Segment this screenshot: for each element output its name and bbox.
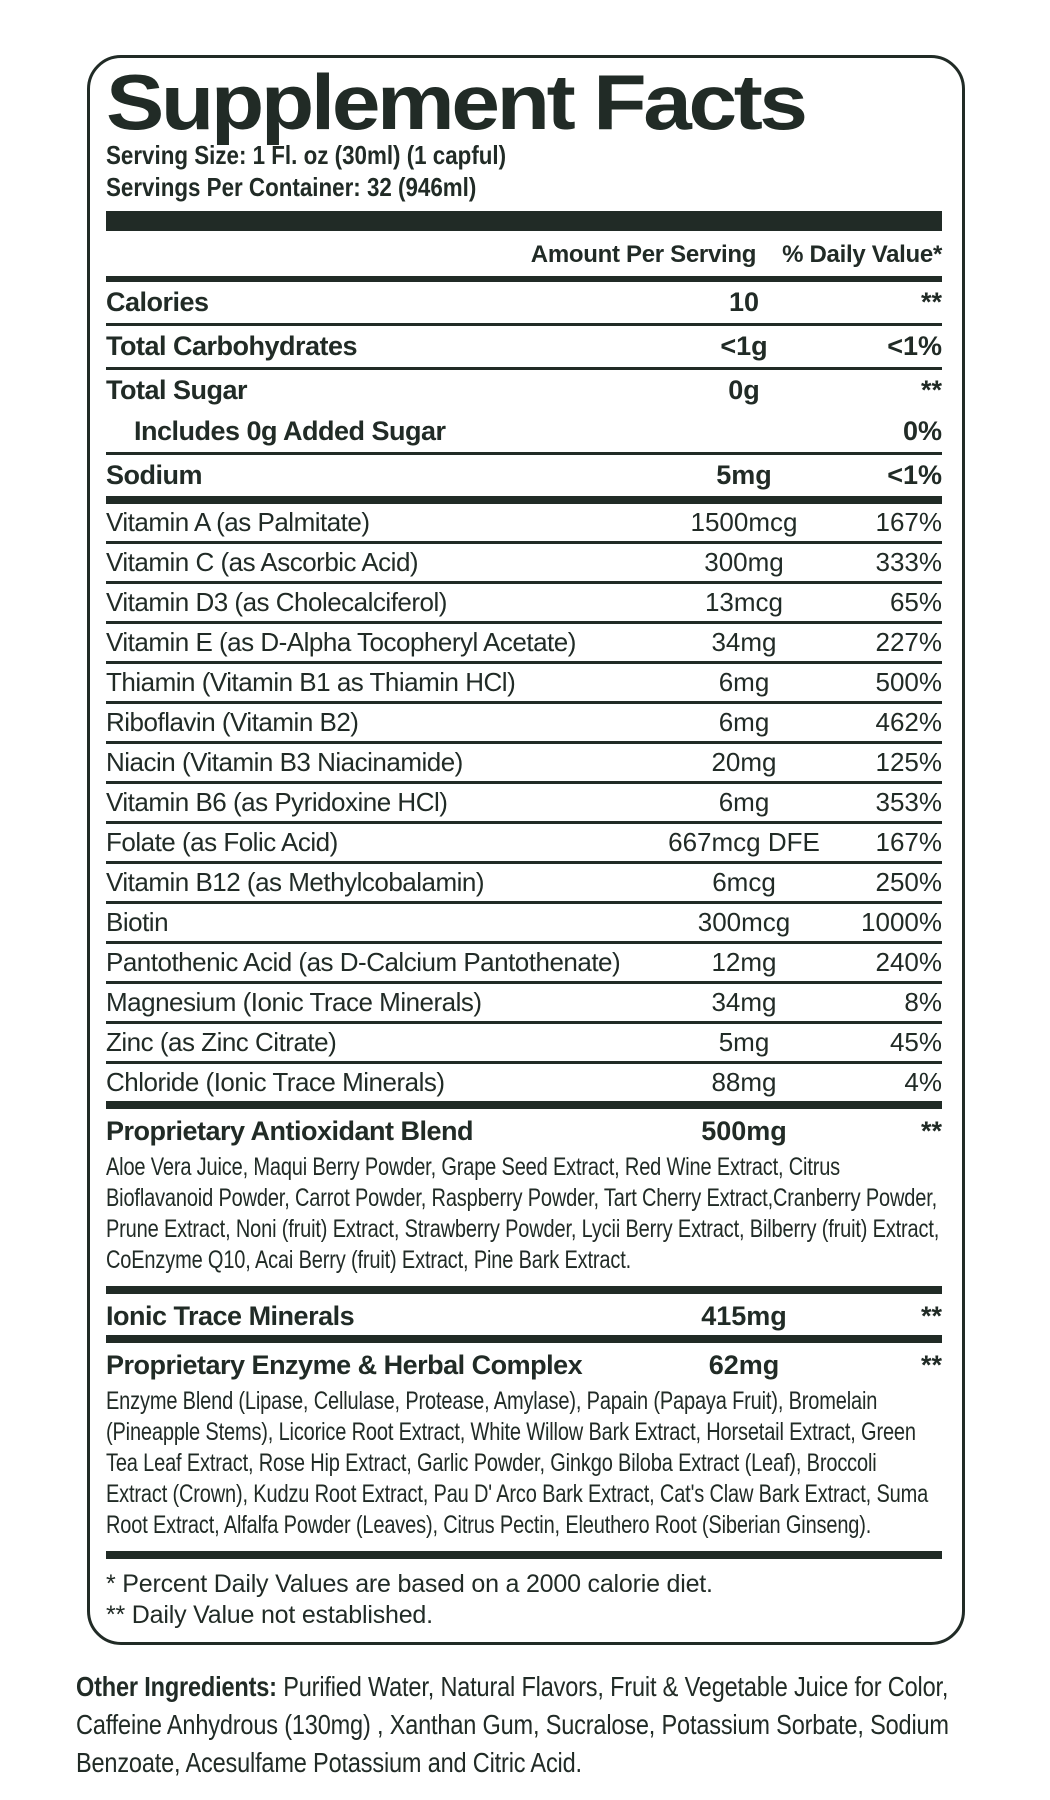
nutrient-row	[106, 744, 942, 781]
blend-name: Proprietary Antioxidant Blend	[106, 1115, 474, 1146]
nutrient-name: Vitamin A (as Palmitate)	[106, 506, 370, 537]
nutrient-dv: 0%	[902, 415, 942, 446]
blend-ingredients: Aloe Vera Juice, Maqui Berry Powder, Grape Seed Extract, Red Wine Extract, Citrus Bioflavanoid Powder, Carrot Powder, Raspberry Powder, Tart Cherry Extract,Cranberry Powder, Prune Extract, Noni (fruit) Extract, Strawberry Powder, Lycii Berry Extract, Bilberry (fruit) Extract, CoEnzyme Q10, Acai Berry (fruit) Extract, Pine Bark Extract.	[106, 1152, 940, 1274]
nutrient-row	[106, 370, 942, 411]
nutrient-amount: 5mg	[718, 1026, 770, 1057]
nutrient-amount: 6mcg	[712, 866, 776, 897]
nutrient-amount: 20mg	[711, 746, 777, 777]
blend-row	[106, 1109, 942, 1150]
nutrient-amount: 1500mcg	[690, 506, 798, 537]
serving-size: Serving Size: 1 Fl. oz (30ml) (1 capful)	[106, 139, 507, 170]
nutrient-dv: 8%	[904, 986, 942, 1017]
blend-amount: 500mg	[701, 1115, 787, 1146]
nutrient-dv: 1000%	[861, 906, 942, 937]
nutrient-amount: 0g	[728, 374, 760, 405]
macro-rows	[106, 282, 942, 496]
blend-dv: **	[920, 1115, 942, 1146]
nutrient-row	[106, 984, 942, 1021]
nutrient-dv: 333%	[875, 546, 942, 577]
nutrient-name: Biotin	[106, 906, 169, 937]
nutrient-row	[106, 1064, 942, 1101]
blend-sections	[106, 1101, 942, 1541]
nutrient-name: Thiamin (Vitamin B1 as Thiamin HCl)	[106, 666, 516, 697]
section-divider	[106, 1101, 942, 1109]
nutrient-name: Vitamin E (as D-Alpha Tocopheryl Acetate)	[106, 626, 576, 657]
nutrient-dv: 167%	[875, 826, 942, 857]
nutrient-amount: 34mg	[711, 626, 777, 657]
nutrient-name: Niacin (Vitamin B3 Niacinamide)	[106, 746, 463, 777]
nutrient-name: Sodium	[106, 459, 202, 490]
blend-row	[106, 1294, 942, 1335]
nutrient-row	[106, 455, 942, 496]
blend-dv: **	[920, 1349, 942, 1380]
amount-per-serving-header: Amount Per Serving	[530, 240, 757, 268]
nutrient-dv: 250%	[875, 866, 942, 897]
nutrient-name: Folate (as Folic Acid)	[106, 826, 338, 857]
nutrient-row	[106, 544, 942, 581]
other-ingredients	[76, 1668, 966, 1782]
nutrient-amount: 5mg	[716, 459, 772, 490]
nutrient-dv: 45%	[889, 1026, 942, 1057]
nutrient-name: Zinc (as Zinc Citrate)	[106, 1026, 337, 1057]
blend-ingredients: Enzyme Blend (Lipase, Cellulase, Protease, Amylase), Papain (Papaya Fruit), Bromelain (Pineapple Stems), Licorice Root Extract, White Willow Bark Extract, Horsetail Extract, Green Tea Leaf Extract, Rose Hip Extract, Garlic Powder, Ginkgo Biloba Extract (Leaf), Broccoli Extract (Crown), Kudzu Root Extract, Pau D' Arco Bark Extract, Cat's Claw Bark Extract, Suma Root Extract, Alfalfa Powder (Leaves), Citrus Pectin, Eleuthero Root (Siberian Ginseng).	[106, 1386, 929, 1539]
nutrient-name: Vitamin B12 (as Methylcobalamin)	[106, 866, 485, 897]
blend-amount: 415mg	[701, 1300, 787, 1331]
nutrient-dv: <1%	[887, 459, 942, 490]
nutrient-name: Chloride (Ionic Trace Minerals)	[106, 1066, 445, 1097]
nutrient-row	[106, 704, 942, 741]
footnote-daily-values: * Percent Daily Values are based on a 2000 calorie diet.	[106, 1569, 713, 1598]
nutrient-name: Riboflavin (Vitamin B2)	[106, 706, 359, 737]
nutrient-row	[106, 624, 942, 661]
nutrient-amount: 300mcg	[697, 906, 791, 937]
nutrient-name: Total Carbohydrates	[106, 330, 358, 361]
nutrient-name: Calories	[106, 286, 209, 317]
nutrient-amount: 300mg	[704, 546, 784, 577]
nutrient-row	[106, 784, 942, 821]
nutrient-row	[106, 282, 942, 323]
blend-dv: **	[920, 1300, 942, 1331]
nutrient-row	[106, 944, 942, 981]
nutrient-dv: 125%	[875, 746, 942, 777]
nutrient-amount: 88mg	[711, 1066, 777, 1097]
section-divider	[106, 1286, 942, 1294]
nutrient-dv: 353%	[875, 786, 942, 817]
nutrient-row	[106, 864, 942, 901]
nutrient-dv: 65%	[889, 586, 942, 617]
section-divider	[106, 1335, 942, 1343]
nutrient-name: Pantothenic Acid (as D-Calcium Pantothenate)	[106, 946, 621, 977]
nutrient-dv: 4%	[904, 1066, 942, 1097]
micro-rows	[106, 504, 942, 1101]
nutrient-dv: 462%	[875, 706, 942, 737]
blend-amount: 62mg	[708, 1349, 780, 1380]
nutrient-name: Vitamin D3 (as Cholecalciferol)	[106, 586, 447, 617]
nutrient-amount: 12mg	[711, 946, 777, 977]
footnote-not-established: ** Daily Value not established.	[106, 1600, 433, 1629]
nutrient-name: Vitamin B6 (as Pyridoxine HCl)	[106, 786, 448, 817]
nutrient-dv: **	[920, 374, 942, 405]
blend-name: Ionic Trace Minerals	[106, 1300, 355, 1331]
nutrient-row	[106, 411, 942, 452]
other-ingredients-text: Purified Water, Natural Flavors, Fruit & Vegetable Juice for Color, Caffeine Anhydrous (130mg) , Xanthan Gum, Sucralose, Potassium Sorbate, Sodium Benzoate, Acesulfame Potassium and Citric Acid.	[76, 1671, 949, 1778]
nutrient-row	[106, 824, 942, 861]
nutrient-amount: 667mcg DFE	[668, 826, 820, 857]
blend-name: Proprietary Enzyme & Herbal Complex	[106, 1349, 583, 1380]
nutrient-row	[106, 504, 942, 541]
nutrient-amount: <1g	[720, 330, 768, 361]
nutrient-name: Includes 0g Added Sugar	[134, 415, 446, 446]
table-header	[106, 231, 942, 276]
divider-heavy-top	[106, 211, 942, 231]
servings-per-container: Servings Per Container: 32 (946ml)	[106, 171, 477, 202]
nutrient-dv: 500%	[875, 666, 942, 697]
nutrient-amount: 6mg	[718, 666, 770, 697]
nutrient-row	[106, 904, 942, 941]
nutrient-name: Vitamin C (as Ascorbic Acid)	[106, 546, 419, 577]
daily-value-header: % Daily Value*	[782, 240, 942, 268]
nutrient-amount: 6mg	[718, 786, 770, 817]
supplement-facts-panel	[87, 55, 965, 1645]
nutrient-amount: 13mcg	[704, 586, 784, 617]
nutrient-row	[106, 584, 942, 621]
page-title: Supplement Facts	[106, 58, 805, 146]
nutrient-row	[106, 1024, 942, 1061]
nutrient-dv: 167%	[875, 506, 942, 537]
nutrient-amount: 34mg	[711, 986, 777, 1017]
nutrient-row	[106, 326, 942, 367]
footnote-divider	[106, 1551, 942, 1559]
nutrient-dv: **	[920, 286, 942, 317]
section-divider	[106, 496, 942, 504]
nutrient-amount: 6mg	[718, 706, 770, 737]
nutrient-amount: 10	[728, 286, 760, 317]
nutrient-dv: <1%	[887, 330, 942, 361]
nutrient-row	[106, 664, 942, 701]
nutrient-name: Magnesium (Ionic Trace Minerals)	[106, 986, 482, 1017]
nutrient-name: Total Sugar	[106, 374, 248, 405]
footnotes	[106, 1559, 942, 1631]
blend-row	[106, 1343, 942, 1384]
nutrient-dv: 240%	[875, 946, 942, 977]
other-ingredients-label: Other Ingredients:	[76, 1671, 277, 1702]
nutrient-dv: 227%	[875, 626, 942, 657]
